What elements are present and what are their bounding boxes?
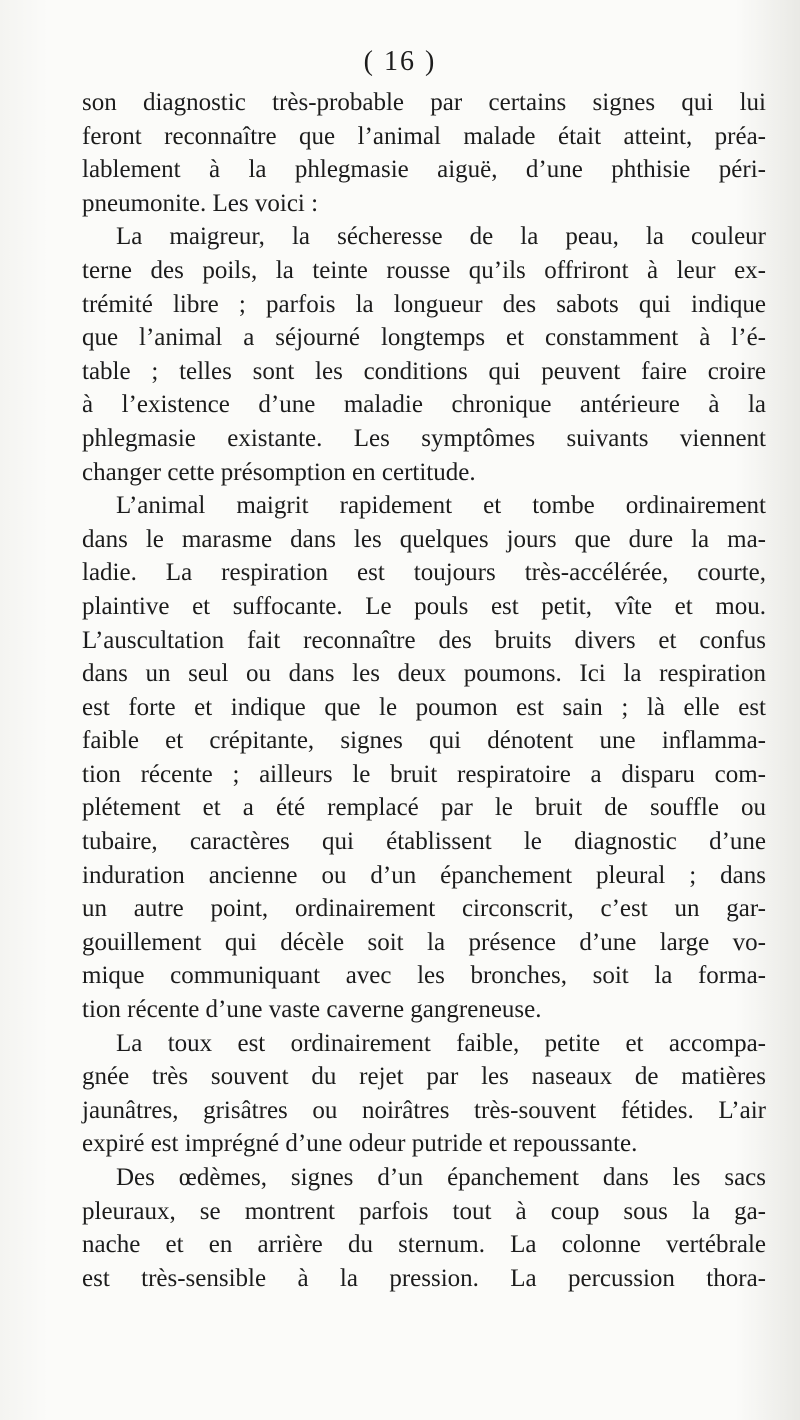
text-line: est forte et indique que le poumon est sain ; là elle est — [82, 693, 766, 721]
body-text — [82, 86, 766, 1295]
text-line: nache et en arrière du sternum. La colonne vertébrale — [82, 1231, 766, 1259]
paragraph — [82, 1027, 766, 1161]
text-line: plaintive et suffocante. Le pouls est petit, vîte et mou. — [82, 592, 766, 620]
text-line: dans le marasme dans les quelques jours que dure la ma- — [82, 525, 766, 553]
text-line: phlegmasie existante. Les symptômes suivants viennent — [82, 424, 766, 452]
text-line: tion récente ; ailleurs le bruit respiratoire a disparu com- — [82, 760, 766, 788]
text-line: induration ancienne ou d’un épanchement pleural ; dans — [82, 861, 766, 889]
text-line: tion récente d’une vaste caverne gangreneuse. — [82, 996, 542, 1024]
text-line: dans un seul ou dans les deux poumons. Ici la respiration — [82, 660, 766, 688]
text-line: ladie. La respiration est toujours très-accélérée, courte, — [82, 559, 766, 587]
text-line: Des œdèmes, signes d’un épanchement dans les sacs — [116, 1164, 766, 1191]
text-line: expiré est imprégné d’une odeur putride et repoussante. — [82, 1130, 638, 1158]
text-line: gnée très souvent du rejet par les naseaux de matières — [82, 1063, 766, 1091]
text-line: La toux est ordinairement faible, petite et accompa- — [116, 1029, 766, 1057]
text-line: gouillement qui décèle soit la présence d’une large vo- — [82, 928, 766, 956]
paragraph — [82, 86, 766, 220]
text-line: feront reconnaître que l’animal malade était atteint, préa- — [82, 122, 766, 150]
text-line: à l’existence d’une maladie chronique antérieure à la — [82, 391, 766, 419]
text-line: est très-sensible à la pression. La percussion thora- — [82, 1264, 766, 1292]
text-line: plétement et a été remplacé par le bruit de souffle ou — [82, 794, 766, 822]
page-number-header: ( 16 ) — [363, 46, 437, 77]
text-line: pleuraux, se montrent parfois tout à coup sous la ga- — [82, 1197, 766, 1225]
text-line: table ; telles sont les conditions qui peuvent faire croire — [82, 357, 766, 385]
text-line: La maigreur, la sécheresse de la peau, la couleur — [116, 223, 766, 251]
text-line: terne des poils, la teinte rousse qu’ils offriront à leur ex- — [82, 256, 766, 284]
paragraph — [82, 489, 766, 1027]
text-line: jaunâtres, grisâtres ou noirâtres très-souvent fétides. L’air — [82, 1096, 766, 1124]
text-line: faible et crépitante, signes qui dénotent une inflamma- — [82, 727, 766, 755]
text-line: que l’animal a séjourné longtemps et constamment à l’é- — [82, 324, 766, 352]
text-line: changer cette présomption en certitude. — [82, 458, 476, 486]
text-line: L’auscultation fait reconnaître des bruits divers et confus — [82, 626, 766, 654]
paragraph — [82, 1161, 766, 1295]
text-line: L’animal maigrit rapidement et tombe ordinairement — [116, 492, 766, 520]
text-line: son diagnostic très-probable par certains signes qui lui — [82, 89, 766, 116]
text-line: trémité libre ; parfois la longueur des sabots qui indique — [82, 290, 766, 318]
text-line: mique communiquant avec les bronches, soit la forma- — [82, 962, 766, 990]
text-line: lablement à la phlegmasie aiguë, d’une phthisie péri- — [82, 156, 766, 184]
paragraph — [82, 220, 766, 489]
text-line: pneumonite. Les voici : — [82, 189, 319, 217]
text-line: un autre point, ordinairement circonscrit, c’est un gar- — [82, 895, 766, 923]
text-line: tubaire, caractères qui établissent le diagnostic d’une — [82, 828, 766, 856]
